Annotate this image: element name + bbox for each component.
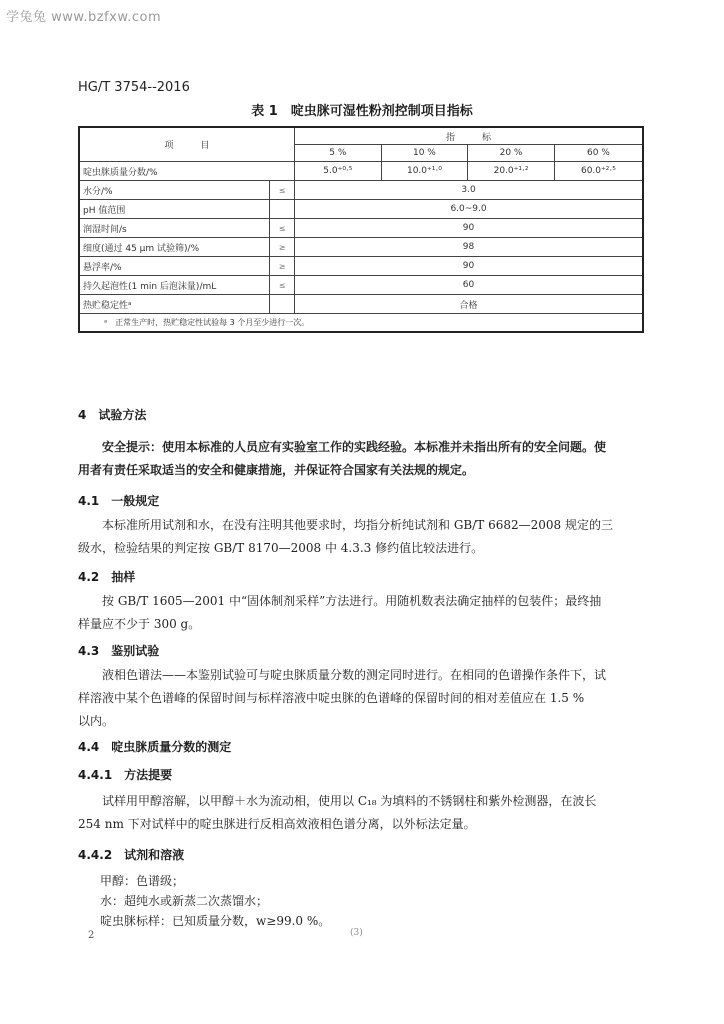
page-number: 2 — [88, 930, 95, 941]
conc-header: 60 % — [554, 145, 643, 162]
cell-value: 60 — [295, 276, 643, 295]
cell-value: 10.0⁺¹·⁰ — [381, 162, 468, 181]
cell-value: 20.0⁺¹·² — [468, 162, 555, 181]
cell-value: 5.0⁺⁰·⁵ — [295, 162, 382, 181]
reagent-item: 甲醇：色谱级； — [100, 874, 185, 888]
subsection-heading: 4.4.2 试剂和溶液 — [78, 848, 185, 862]
cell-value: 6.0~9.0 — [295, 200, 643, 219]
paragraph — [78, 514, 644, 560]
safety-notice — [78, 436, 644, 482]
row-label: 啶虫脒质量分数/% — [79, 162, 295, 181]
paragraph-text: 以内。 — [78, 714, 115, 728]
safety-label: 安全提示： — [102, 440, 163, 454]
row-mark: ≥ — [270, 238, 295, 257]
row-mark: ≤ — [270, 219, 295, 238]
cell-value: 90 — [295, 257, 643, 276]
row-label: 持久起泡性(1 min 后泡沫量)/mL — [79, 276, 270, 295]
row-label: pH 值范围 — [79, 200, 270, 219]
paragraph — [78, 590, 644, 636]
reagent-item: 水：超纯水或新蒸二次蒸馏水； — [100, 894, 269, 908]
subsection-heading: 4.4 啶虫脒质量分数的测定 — [78, 740, 232, 754]
paragraph-text: 按 GB/T 1605—2001 中“固体制剂采样”方法进行。用随机数表法确定抽样的包装件；最终抽 — [102, 594, 602, 608]
reagent-item: 啶虫脒标样：已知质量分数，w≥99.0 %。 — [100, 914, 331, 928]
row-label: 热贮稳定性ᵃ — [79, 295, 270, 314]
subsection-heading: 4.4.1 方法提要 — [78, 768, 173, 782]
row-label: 水分/% — [79, 181, 270, 200]
paragraph-text: 样溶液中某个色谱峰的保留时间与标样溶液中啶虫脒的色谱峰的保留时间的相对差值应在 1.5 % — [78, 691, 585, 705]
row-label: 悬浮率/% — [79, 257, 270, 276]
safety-text: 使用本标准的人员应有实验室工作的实践经验。本标准并未指出所有的安全问题。使 — [162, 440, 607, 454]
paragraph-text: 254 nm 下对试样中的啶虫脒进行反相高效液相色谱分离，以外标法定量。 — [78, 817, 476, 831]
row-mark — [270, 295, 295, 314]
conc-header: 10 % — [381, 145, 468, 162]
subsection-heading: 4.2 抽样 — [78, 570, 136, 584]
paragraph-text: 试样用甲醇溶解，以甲醇＋水为流动相，使用以 C₁₈ 为填料的不锈钢柱和紫外检测器，在波长 — [102, 794, 597, 808]
cell-value: 3.0 — [295, 181, 643, 200]
table-title: 表 1 啶虫脒可湿性粉剂控制项目指标 — [251, 104, 473, 119]
subsection-heading: 4.1 一般规定 — [78, 494, 160, 508]
cell-value: 90 — [295, 219, 643, 238]
header-item: 项 目 — [79, 127, 295, 162]
watermark-text: 学兔兔 www.bzfxw.com — [6, 10, 162, 25]
table-footnote: ᵃ 正常生产时，热贮稳定性试验每 3 个月至少进行一次。 — [79, 314, 643, 333]
paragraph — [78, 790, 644, 836]
paragraph-text: 本标准所用试剂和水，在没有注明其他要求时，均指分析纯试剂和 GB/T 6682—2008 规定的三 — [102, 518, 613, 532]
cell-value: 合格 — [295, 295, 643, 314]
section-heading: 4 试验方法 — [78, 408, 147, 422]
header-index: 指 标 — [295, 127, 643, 145]
row-mark: ≤ — [270, 276, 295, 295]
safety-text: 用者有责任采取适当的安全和健康措施，并保证符合国家有关法规的规定。 — [78, 463, 475, 477]
row-label: 润湿时间/s — [79, 219, 270, 238]
subsection-heading: 4.3 鉴别试验 — [78, 644, 160, 658]
row-mark: ≤ — [270, 181, 295, 200]
spec-table — [78, 126, 644, 333]
paragraph-text: 样量应不少于 300 g。 — [78, 617, 201, 631]
row-mark: ≥ — [270, 257, 295, 276]
paragraph-text: 液相色谱法——本鉴别试验可与啶虫脒质量分数的测定同时进行。在相同的色谱操作条件下，试 — [102, 668, 607, 682]
footer-mark: (3) — [350, 928, 363, 938]
paragraph-text: 级水，检验结果的判定按 GB/T 8170—2008 中 4.3.3 修约值比较法进行。 — [78, 541, 484, 555]
cell-value: 60.0⁺²·⁵ — [554, 162, 643, 181]
standard-code: HG/T 3754--2016 — [78, 80, 190, 95]
conc-header: 5 % — [295, 145, 382, 162]
cell-value: 98 — [295, 238, 643, 257]
row-label: 细度(通过 45 μm 试验筛)/% — [79, 238, 270, 257]
row-mark — [270, 200, 295, 219]
conc-header: 20 % — [468, 145, 555, 162]
paragraph — [78, 664, 644, 733]
